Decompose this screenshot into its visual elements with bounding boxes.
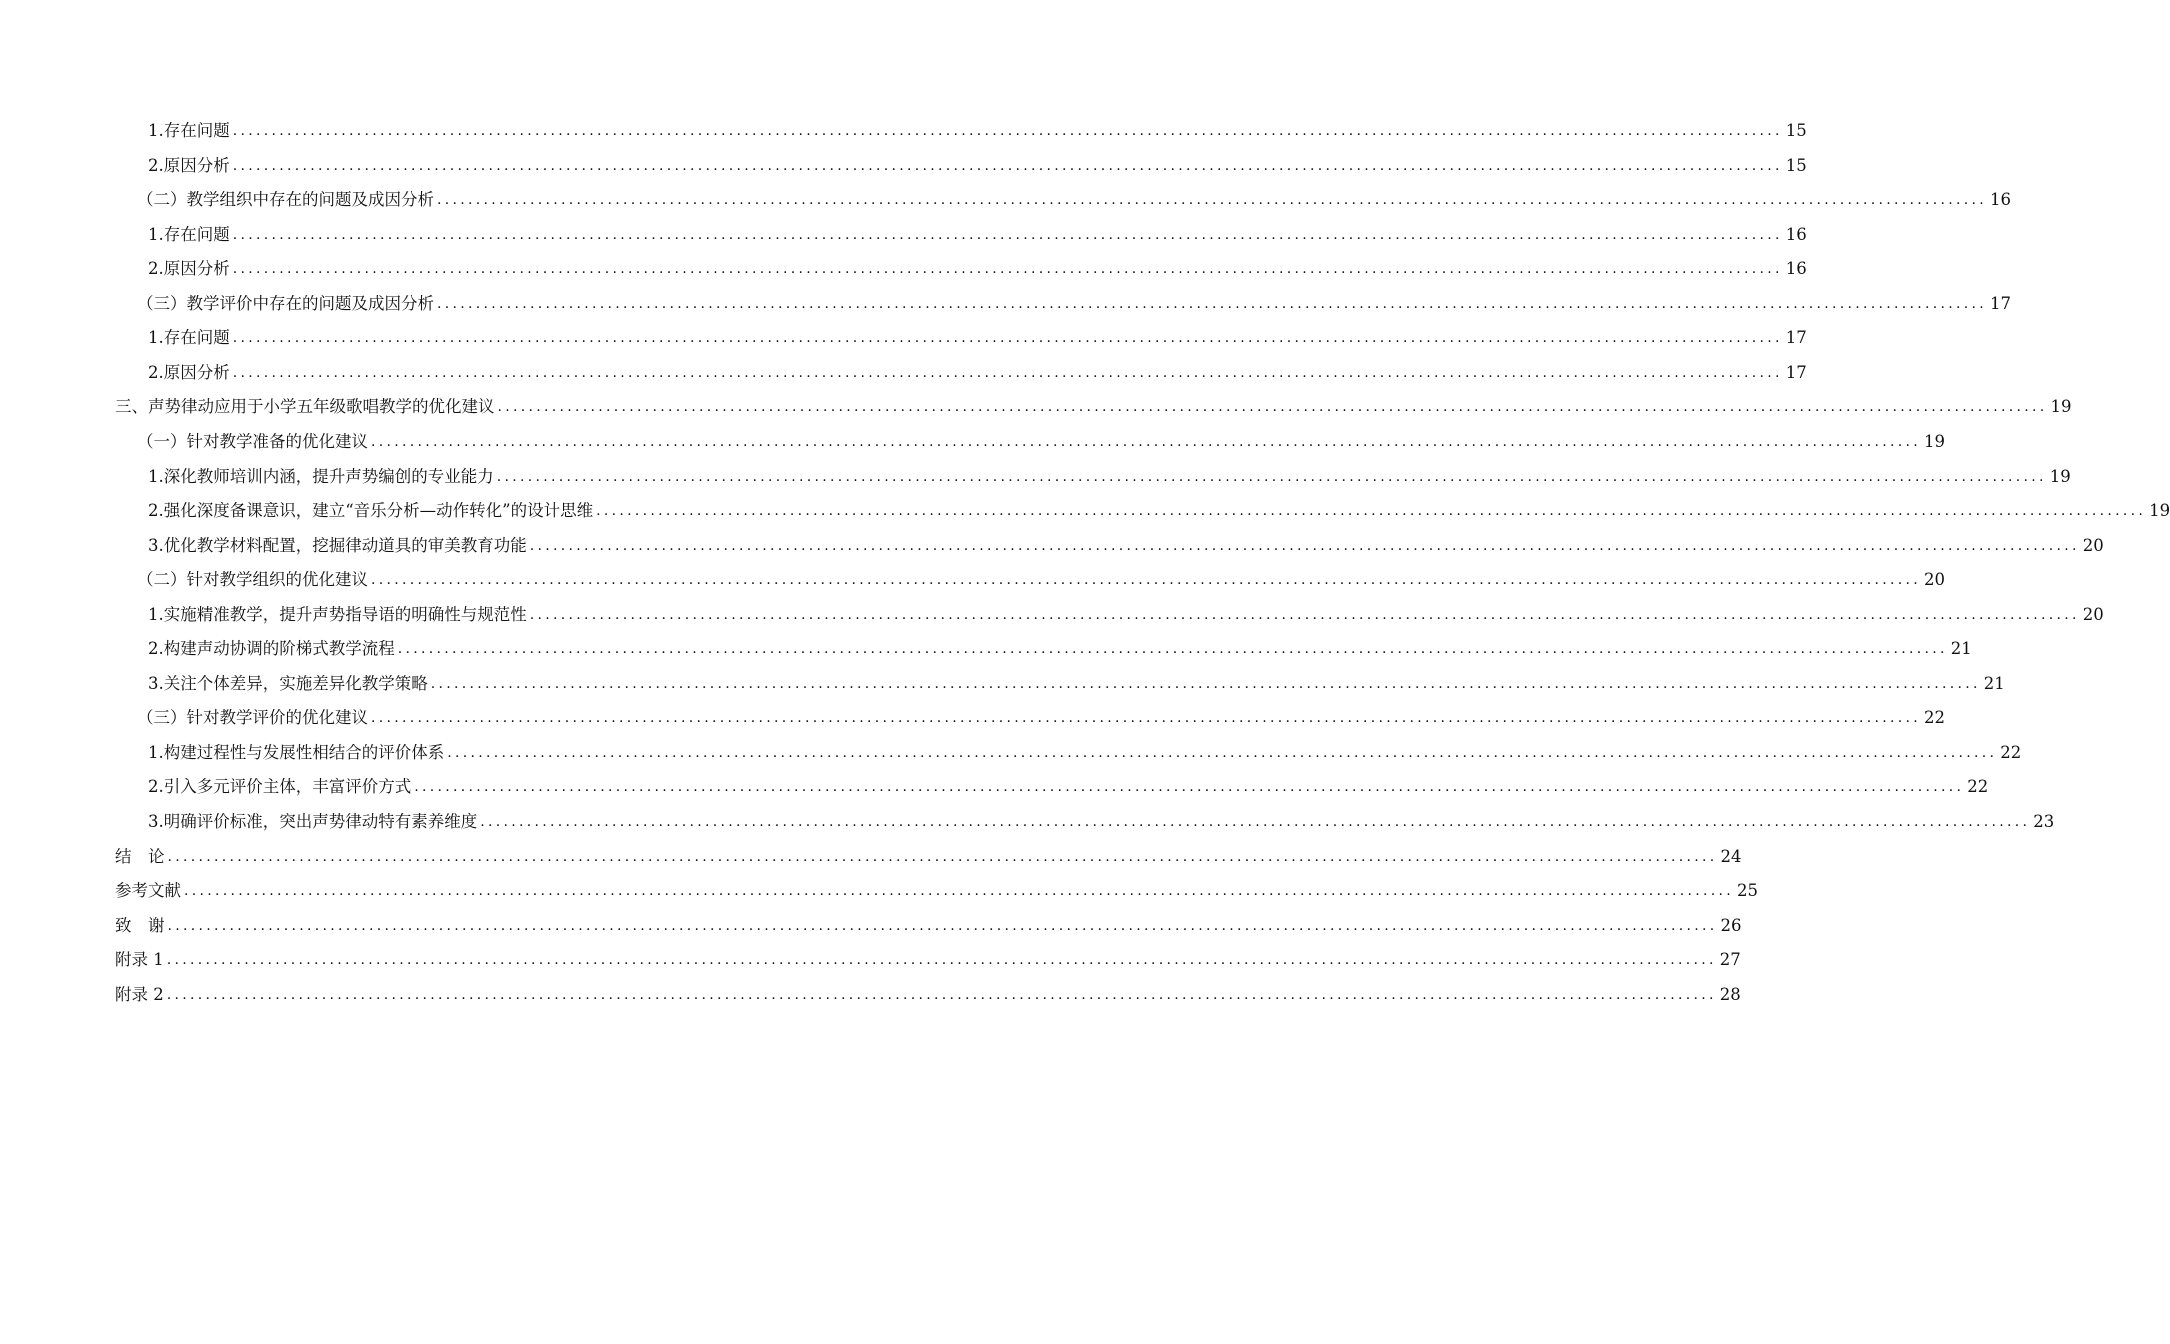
toc-dot-leader: ........................................................................................................................................................................................................: [232, 261, 1783, 278]
toc-entry[interactable]: [137, 425, 1946, 453]
toc-dot-leader: ........................................................................................................................................................................................................: [371, 572, 1922, 589]
toc-page-number: 25: [1737, 881, 1759, 901]
toc-dot-leader: ........................................................................................................................................................................................................: [480, 814, 2031, 830]
toc-page-number: 16: [1990, 190, 2012, 210]
toc-entry[interactable]: [148, 632, 1972, 660]
toc-page-number: 20: [2082, 535, 2104, 555]
toc-entry[interactable]: [115, 943, 1741, 971]
toc-page-number: 22: [2000, 742, 2022, 762]
toc-entry[interactable]: [137, 287, 2012, 315]
toc-page-number: 20: [1924, 570, 1946, 590]
toc-entry-title: 3.关注个体差异，实施差异化教学策略: [148, 673, 428, 693]
toc-entry-title: 2.原因分析: [148, 259, 230, 279]
toc-entry[interactable]: [137, 183, 2012, 211]
toc-dot-leader: ........................................................................................................................................................................................................: [232, 123, 1783, 139]
toc-dot-leader: ........................................................................................................................................................................................................: [596, 503, 2147, 519]
toc-dot-leader: ........................................................................................................................................................................................................: [430, 675, 1981, 692]
toc-entry[interactable]: [148, 460, 2071, 488]
toc-dot-leader: ........................................................................................................................................................................................................: [397, 641, 1948, 658]
toc-dot-leader: ........................................................................................................................................................................................................: [437, 192, 1988, 209]
toc-entry-title: 致 谢: [115, 915, 165, 935]
toc-page-number: 24: [1720, 846, 1742, 866]
toc-dot-leader: ........................................................................................................................................................................................................: [166, 986, 1717, 1003]
toc-entry-title: 1.存在问题: [148, 224, 230, 244]
toc-page-number: 17: [1785, 362, 1807, 382]
toc-dot-leader: ........................................................................................................................................................................................................: [232, 330, 1783, 347]
toc-entry-title: 附录 1: [115, 950, 164, 970]
toc-entry[interactable]: [148, 149, 1807, 177]
toc-dot-leader: ........................................................................................................................................................................................................: [232, 226, 1783, 243]
toc-page-number: 22: [1967, 777, 1989, 797]
toc-entry-title: 1.存在问题: [148, 328, 230, 348]
toc-page-number: 15: [1785, 155, 1807, 175]
toc-dot-leader: ........................................................................................................................................................................................................: [371, 433, 1922, 450]
toc-entry-title: （三）教学评价中存在的问题及成因分析: [137, 293, 434, 313]
toc-dot-leader: ........................................................................................................................................................................................................: [167, 917, 1718, 934]
toc-entry-title: 1.实施精准教学，提升声势指导语的明确性与规范性: [148, 604, 527, 624]
toc-entry[interactable]: [148, 494, 2170, 522]
toc-dot-leader: ........................................................................................................................................................................................................: [529, 537, 2080, 554]
toc-page-number: 19: [2050, 397, 2072, 417]
toc-page-number: 21: [1950, 639, 1972, 659]
toc-dot-leader: ........................................................................................................................................................................................................: [437, 295, 1988, 312]
toc-dot-leader: ........................................................................................................................................................................................................: [184, 883, 1735, 900]
toc-page-number: 20: [2082, 604, 2104, 624]
toc-page-number: 27: [1719, 950, 1741, 970]
toc-entry-title: （二）针对教学组织的优化建议: [137, 570, 368, 590]
toc-dot-leader: ........................................................................................................................................................................................................: [447, 744, 1998, 761]
toc-dot-leader: ........................................................................................................................................................................................................: [232, 364, 1783, 381]
toc-entry[interactable]: [115, 978, 1741, 1006]
toc-page-number: 26: [1720, 915, 1742, 935]
toc-entry[interactable]: [148, 218, 1807, 246]
toc-dot-leader: ........................................................................................................................................................................................................: [232, 157, 1783, 174]
toc-page-number: 17: [1785, 328, 1807, 348]
toc-entry[interactable]: [148, 667, 2005, 695]
toc-entry-title: 2.强化深度备课意识，建立“音乐分析—动作转化”的设计思维: [148, 501, 594, 520]
toc-entry[interactable]: [148, 252, 1807, 280]
toc-entry-title: 附录 2: [115, 984, 164, 1004]
toc-entry-title: （三）针对教学评价的优化建议: [137, 708, 368, 728]
toc-page-number: 23: [2033, 812, 2055, 831]
toc-entry-title: 参考文献: [115, 881, 181, 901]
toc-page-number: 16: [1785, 224, 1807, 244]
toc-entry-title: 2.原因分析: [148, 362, 230, 382]
toc-dot-leader: ........................................................................................................................................................................................................: [529, 606, 2080, 623]
toc-dot-leader: ........................................................................................................................................................................................................: [166, 952, 1717, 969]
toc-entry[interactable]: [148, 529, 2104, 557]
toc-entry[interactable]: [148, 770, 1989, 798]
toc-page-number: 15: [1785, 121, 1807, 140]
toc-dot-leader: ........................................................................................................................................................................................................: [167, 848, 1718, 865]
toc-entry-title: 1.构建过程性与发展性相结合的评价体系: [148, 742, 445, 762]
toc-page-number: 19: [1924, 431, 1946, 451]
toc-page-number: 17: [1990, 293, 2012, 313]
toc-entry[interactable]: [148, 356, 1807, 384]
toc-page-number: 16: [1785, 259, 1807, 279]
toc-dot-leader: ........................................................................................................................................................................................................: [371, 710, 1922, 727]
toc-entry[interactable]: [148, 321, 1807, 349]
toc-entry[interactable]: [115, 909, 1742, 937]
toc-entry-title: 1.深化教师培训内涵，提升声势编创的专业能力: [148, 466, 494, 486]
toc-entry[interactable]: [148, 805, 2055, 833]
toc-page-number: 22: [1924, 708, 1946, 728]
toc-entry-title: 三、声势律动应用于小学五年级歌唱教学的优化建议: [115, 397, 495, 417]
toc-entry-title: 结 论: [115, 846, 165, 866]
toc-entry-title: 1.存在问题: [148, 121, 230, 140]
toc-entry[interactable]: [137, 701, 1946, 729]
toc-entry[interactable]: [137, 563, 1946, 591]
toc-page-number: 28: [1719, 984, 1741, 1004]
toc-entry-title: 2.引入多元评价主体，丰富评价方式: [148, 777, 412, 797]
toc-entry[interactable]: [148, 736, 2022, 764]
toc-entry[interactable]: [148, 598, 2104, 626]
toc-dot-leader: ........................................................................................................................................................................................................: [497, 399, 2048, 416]
toc-page-number: 19: [2149, 501, 2170, 520]
toc-entry-title: 3.优化教学材料配置，挖掘律动道具的审美教育功能: [148, 535, 527, 555]
toc-page-number: 21: [1983, 673, 2005, 693]
toc-entry-title: 2.构建声动协调的阶梯式教学流程: [148, 639, 395, 659]
toc-entry-title: 3.明确评价标准，突出声势律动特有素养维度: [148, 812, 478, 831]
toc-entry[interactable]: [115, 390, 2072, 418]
toc-entry[interactable]: [115, 874, 1759, 902]
toc-entry-title: 2.原因分析: [148, 155, 230, 175]
toc-entry[interactable]: [115, 840, 1742, 868]
toc-entry[interactable]: [148, 114, 1807, 142]
toc-entry-title: （一）针对教学准备的优化建议: [137, 431, 368, 451]
toc-dot-leader: ........................................................................................................................................................................................................: [496, 468, 2047, 485]
toc-dot-leader: ........................................................................................................................................................................................................: [414, 779, 1965, 796]
toc-entry-title: （二）教学组织中存在的问题及成因分析: [137, 190, 434, 210]
toc-page-number: 19: [2049, 466, 2071, 486]
